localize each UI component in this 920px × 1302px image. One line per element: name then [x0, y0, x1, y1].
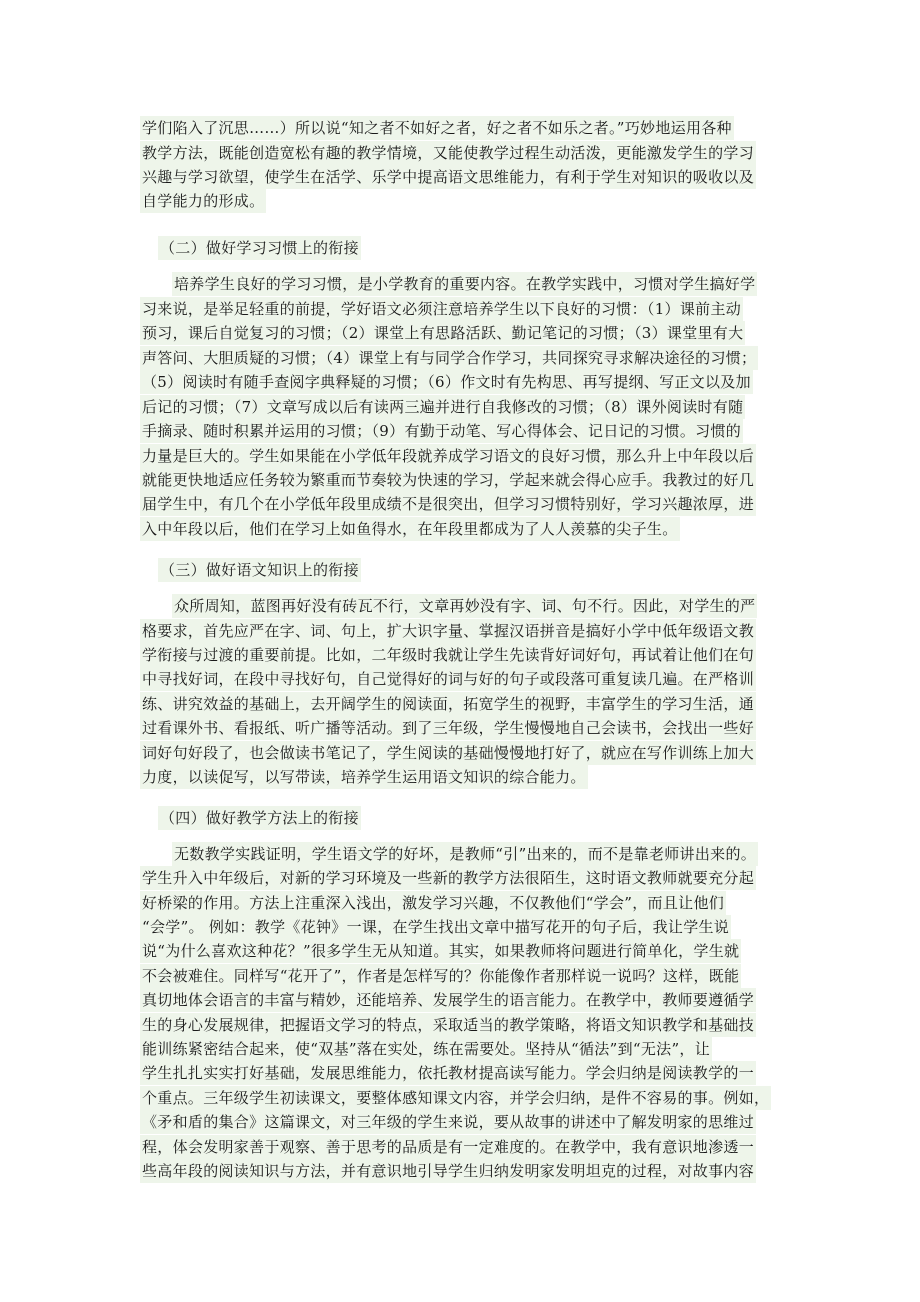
text-line: 力度，以读促写，以写带读，培养学生运用语文知识的综合能力。 — [140, 765, 588, 789]
text-line: 真切地体会语言的丰富与精妙，还能培养、发展学生的语言能力。在教学中，教师要遵循学 — [140, 988, 756, 1012]
text-line: 教学方法，既能创造宽松有趣的教学情境，又能使教学过程生动活泼，更能激发学生的学习 — [140, 141, 756, 165]
text-line: 预习，课后自觉复习的习惯；（2）课堂上有思路活跃、勤记笔记的习惯；（3）课堂里有大 — [140, 321, 745, 345]
text-line: 力量是巨大的。学生如果能在小学低年段就养成学习语文的良好习惯，那么升上中年段以后 — [140, 444, 756, 468]
text-line: 学衔接与过渡的重要前提。比如，二年级时我就让学生先读背好词好句，再试着让他们在句 — [140, 643, 756, 667]
text-line: 不会被难住。同样写“花开了”，作者是怎样写的？你能像作者那样说一说吗？这样，既能 — [140, 964, 741, 988]
text-line: 就能更快地适应任务较为繁重而节奏较为快速的学习，学起来就会得心应手。我教过的好几 — [140, 468, 756, 492]
text-line: 练、讲究效益的基础上，去开阔学生的阅读面，拓宽学生的视野，丰富学生的学习生活，通 — [140, 692, 756, 716]
text-line: 声答问、大胆质疑的习惯；（4）课堂上有与同学合作学习，共同探究寻求解决途径的习惯； — [140, 346, 758, 370]
text-line: 手摘录、随时积累并运用的习惯；（9）有勤于动笔、写心得体会、记日记的习惯。习惯的 — [140, 419, 743, 443]
text-line: 程，体会发明家善于观察、善于思考的品质是有一定难度的。在教学中，我有意识地渗透一 — [140, 1135, 756, 1159]
text-line: 能训练紧密结合起来，使“双基”落在实处，练在需要处。坚持从“循法”到“无法”，让 — [140, 1037, 712, 1061]
text-line: 格要求，首先应严在字、词、句上，扩大识字量、掌握汉语拼音是搞好小学中低年级语文教 — [140, 619, 756, 643]
heading-text: （四）做好教学方法上的衔接 — [158, 806, 361, 830]
text-line: （5）阅读时有随手查阅字典释疑的习惯；（6）作文时有先构思、再写提纲、写正文以及加 — [140, 370, 753, 394]
text-line: 入中年段以后，他们在学习上如鱼得水，在年段里都成为了人人羡慕的尖子生。 — [140, 517, 680, 541]
text-line: 自学能力的形成。 — [140, 189, 266, 213]
text-line: 届学生中，有几个在小学低年段里成绩不是很突出，但学习习惯特别好，学习兴趣浓厚，进 — [140, 492, 756, 516]
text-line: 兴趣与学习欲望，使学生在活学、乐学中提高语文思维能力，有利于学生对知识的吸收以及 — [140, 165, 756, 189]
text-line: 无数教学实践证明，学生语文学的好坏，是教师“引”出来的，而不是靠老师讲出来的。 — [172, 842, 758, 866]
text-line: 培养学生良好的学习习惯，是小学教育的重要内容。在教学实践中，习惯对学生搞好学 — [172, 272, 757, 296]
text-line: 生的身心发展规律，把握语文学习的特点，采取适当的教学策略，将语文知识教学和基础技 — [140, 1013, 756, 1037]
text-line: 学生扎扎实实打好基础，发展思维能力，依托教材提高读写能力。学会归纳是阅读教学的一 — [140, 1061, 756, 1085]
heading-text: （二）做好学习习惯上的衔接 — [158, 236, 361, 260]
text-line: 后记的习惯；（7）文章写成以后有读两三遍并进行自我修改的习惯；（8）课外阅读时有随 — [140, 395, 745, 419]
text-line: 好桥梁的作用。方法上注重深入浅出，激发学习兴趣，不仅教他们“学会”，而且让他们 — [140, 891, 726, 915]
text-line: 学们陷入了沉思……）所以说“知之者不如好之者，好之者不如乐之者。”巧妙地运用各种 — [140, 116, 734, 140]
text-line: 过看课外书、看报纸、听广播等活动。到了三年级，学生慢慢地自己会读书，会找出一些好 — [140, 716, 756, 740]
heading-text: （三）做好语文知识上的衔接 — [158, 558, 361, 582]
text-line: 习来说，是举足轻重的前提，学好语文必须注意培养学生以下良好的习惯：（1）课前主动 — [140, 297, 743, 321]
text-line: 些高年段的阅读知识与方法，并有意识地引导学生归纳发明家发明坦克的过程，对故事内容 — [140, 1159, 756, 1183]
text-line: 学生升入中年级后，对新的学习环境及一些新的教学方法很陌生，这时语文教师就要充分起 — [140, 866, 756, 890]
text-line: 中寻找好词，在段中寻找好句，自己觉得好的词与好的句子或段落可重复读几遍。在严格训 — [140, 667, 756, 691]
text-line: “会学”。 例如：教学《花钟》一课，在学生找出文章中描写花开的句子后，我让学生说 — [140, 915, 731, 939]
text-line: 《矛和盾的集合》这篇课文，对三年级的学生来说，要从故事的讲述中了解发明家的思维过 — [140, 1110, 756, 1134]
text-line: 说“为什么喜欢这种花？”很多学生无从知道。其实，如果教师将问题进行简单化，学生就 — [140, 939, 741, 963]
text-line: 众所周知，蓝图再好没有砖瓦不行，文章再妙没有字、词、句不行。因此，对学生的严 — [172, 594, 757, 618]
text-line: 个重点。三年级学生初读课文，要整体感知课文内容，并学会归纳，是件不容易的事。例如， — [140, 1086, 771, 1110]
text-line: 词好句好段了，也会做读书笔记了，学生阅读的基础慢慢地打好了，就应在写作训练上加大 — [140, 741, 756, 765]
